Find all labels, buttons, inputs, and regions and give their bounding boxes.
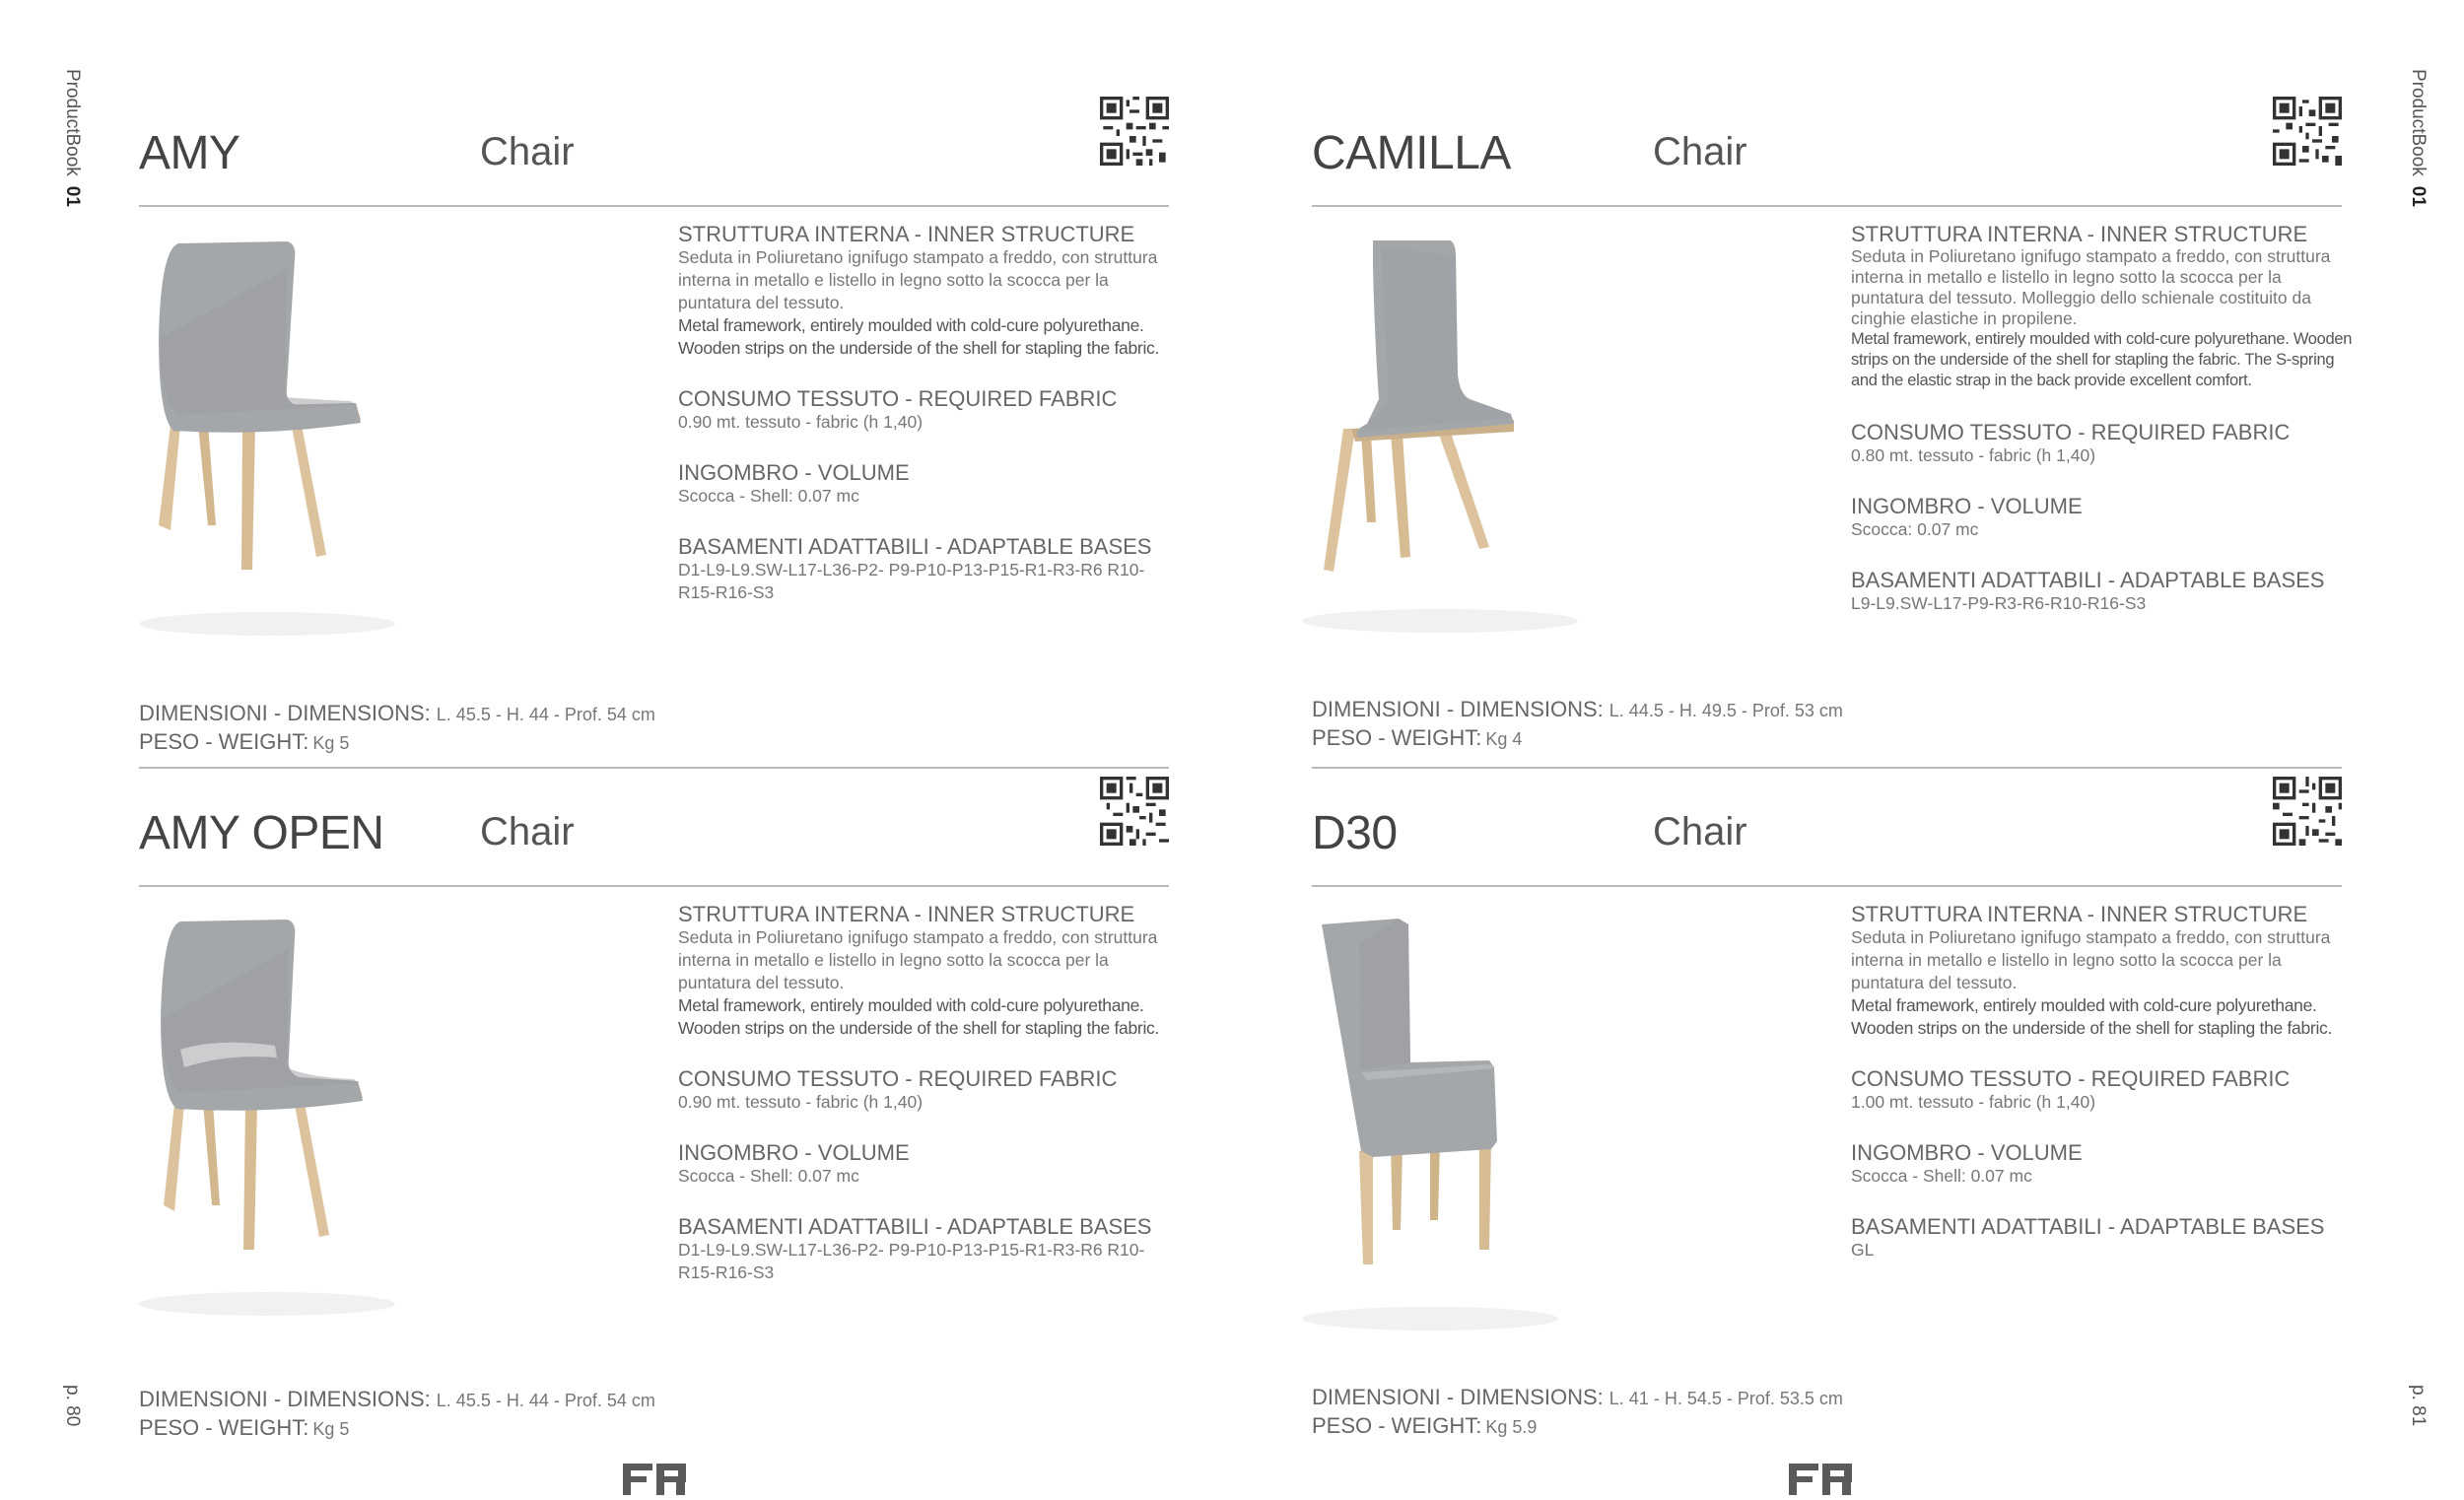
spec-volume <box>1851 1141 2354 1188</box>
dimensions-value: L. 44.5 - H. 49.5 - Prof. 53 cm <box>1608 701 1843 720</box>
structure-it: Seduta in Poliuretano ignifugo stampato a freddo, con struttura interna in metallo e listello in legno sotto la scocca per la puntatura del tessuto. <box>678 927 1158 992</box>
volume-value: Scocca - Shell: 0.07 mc <box>678 1166 859 1186</box>
weight-label: PESO - WEIGHT: <box>139 1415 309 1440</box>
brand-logo-icon <box>1789 1464 1854 1495</box>
dimensions-weight <box>139 1386 655 1443</box>
page-number-right: p. 81 <box>2408 1385 2429 1427</box>
bases-value: D1-L9-L9.SW-L17-L36-P2- P9-P10-P13-P15-R1-R3-R6 R10-R15-R16-S3 <box>678 1240 1145 1282</box>
spec-inner-structure <box>1851 903 2354 1040</box>
spec-heading: INGOMBRO - VOLUME <box>1851 1140 2083 1165</box>
product-specs <box>1851 223 2354 643</box>
product-specs <box>1851 903 2354 1289</box>
header-rule <box>139 205 1169 207</box>
spec-heading: INGOMBRO - VOLUME <box>1851 494 2083 518</box>
spec-volume <box>678 1141 1181 1188</box>
product-book-label-right: ProductBook01 <box>2408 69 2429 207</box>
dimensions-value: L. 45.5 - H. 44 - Prof. 54 cm <box>436 1391 655 1410</box>
spec-heading: INGOMBRO - VOLUME <box>678 1140 910 1165</box>
weight-label: PESO - WEIGHT: <box>1312 1413 1482 1438</box>
spec-heading: CONSUMO TESSUTO - REQUIRED FABRIC <box>1851 1066 2291 1091</box>
spec-required-fabric <box>1851 1067 2354 1114</box>
spec-required-fabric <box>1851 421 2354 467</box>
spec-volume <box>1851 495 2354 541</box>
header-rule <box>139 885 1169 887</box>
dimensions-label: DIMENSIONI - DIMENSIONS: <box>1312 697 1604 721</box>
section-divider-left <box>139 767 1169 769</box>
dimensions-label: DIMENSIONI - DIMENSIONS: <box>139 1387 431 1411</box>
weight-value: Kg 5 <box>312 1419 350 1439</box>
product-type: Chair <box>1653 810 1747 853</box>
product-name: AMY <box>139 127 240 179</box>
spec-heading: STRUTTURA INTERNA - INNER STRUCTURE <box>678 902 1135 926</box>
volume-value: Scocca - Shell: 0.07 mc <box>1851 1166 2032 1186</box>
page-number-left: p. 80 <box>62 1385 83 1427</box>
spec-heading: CONSUMO TESSUTO - REQUIRED FABRIC <box>678 1066 1118 1091</box>
dimensions-value: L. 41 - H. 54.5 - Prof. 53.5 cm <box>1608 1389 1843 1408</box>
spec-bases <box>1851 569 2354 615</box>
weight-value: Kg 5 <box>312 733 350 753</box>
weight-label: PESO - WEIGHT: <box>1312 725 1482 750</box>
spec-heading: CONSUMO TESSUTO - REQUIRED FABRIC <box>678 386 1118 411</box>
product-image-amy <box>119 230 415 653</box>
product-name: D30 <box>1312 807 1398 859</box>
structure-it: Seduta in Poliuretano ignifugo stampato a freddo, con struttura interna in metallo e listello in legno sotto la scocca per la puntatura del tessuto. <box>678 247 1158 312</box>
product-image-amy-open <box>119 910 415 1333</box>
spec-required-fabric <box>678 387 1181 434</box>
spec-heading: CONSUMO TESSUTO - REQUIRED FABRIC <box>1851 420 2291 444</box>
dimensions-weight <box>1312 1384 1843 1441</box>
spec-heading: BASAMENTI ADATTABILI - ADAPTABLE BASES <box>678 1214 1152 1239</box>
spec-inner-structure <box>678 223 1181 360</box>
dimensions-weight <box>1312 696 1843 753</box>
structure-en: Metal framework, entirely moulded with cold-cure polyurethane. Wooden strips on the underside of the shell for stapling the fabric. <box>1851 995 2333 1038</box>
structure-it: Seduta in Poliuretano ignifugo stampato a freddo, con struttura interna in metallo e listello in legno sotto la scocca per la puntatura del tessuto. Molleggio dello schienale costituito da cinghie elastiche in propilene. <box>1851 246 2331 328</box>
section-divider-right <box>1312 767 2342 769</box>
spec-heading: STRUTTURA INTERNA - INNER STRUCTURE <box>1851 902 2308 926</box>
product-specs <box>678 223 1181 632</box>
header-rule <box>1312 885 2342 887</box>
bases-value: D1-L9-L9.SW-L17-L36-P2- P9-P10-P13-P15-R1-R3-R6 R10-R15-R16-S3 <box>678 560 1145 602</box>
spec-heading: STRUTTURA INTERNA - INNER STRUCTURE <box>1851 222 2308 246</box>
weight-value: Kg 5.9 <box>1485 1417 1538 1437</box>
product-book-label-left: ProductBook01 <box>62 69 83 207</box>
spec-required-fabric <box>678 1067 1181 1114</box>
spec-heading: BASAMENTI ADATTABILI - ADAPTABLE BASES <box>1851 568 2325 592</box>
spec-inner-structure <box>1851 223 2354 391</box>
spec-inner-structure <box>678 903 1181 1040</box>
fabric-value: 0.80 mt. tessuto - fabric (h 1,40) <box>1851 445 2096 465</box>
product-specs <box>678 903 1181 1312</box>
spec-heading: INGOMBRO - VOLUME <box>678 460 910 485</box>
spec-bases <box>678 535 1181 604</box>
spec-heading: BASAMENTI ADATTABILI - ADAPTABLE BASES <box>1851 1214 2325 1239</box>
dimensions-weight <box>139 700 655 757</box>
structure-en: Metal framework, entirely moulded with cold-cure polyurethane. Wooden strips on the underside of the shell for stapling the fabric. <box>678 995 1160 1038</box>
product-image-camilla <box>1272 227 1598 650</box>
fabric-value: 1.00 mt. tessuto - fabric (h 1,40) <box>1851 1092 2096 1112</box>
spec-bases <box>1851 1215 2354 1261</box>
brand-logo-icon <box>623 1464 688 1495</box>
weight-value: Kg 4 <box>1485 729 1523 749</box>
qr-code-icon[interactable] <box>1100 777 1169 846</box>
volume-value: Scocca - Shell: 0.07 mc <box>678 486 859 506</box>
dimensions-label: DIMENSIONI - DIMENSIONS: <box>139 701 431 725</box>
product-name: CAMILLA <box>1312 127 1511 179</box>
product-name: AMY OPEN <box>139 807 384 859</box>
spec-bases <box>678 1215 1181 1284</box>
fabric-value: 0.90 mt. tessuto - fabric (h 1,40) <box>678 412 924 432</box>
product-image-d30 <box>1282 905 1578 1348</box>
qr-code-icon[interactable] <box>1100 97 1169 166</box>
weight-label: PESO - WEIGHT: <box>139 729 309 754</box>
header-rule <box>1312 205 2342 207</box>
qr-code-icon[interactable] <box>2273 97 2342 166</box>
structure-en: Metal framework, entirely moulded with cold-cure polyurethane. Wooden strips on the underside of the shell for stapling the fabric. The S-spring and the elastic strap in the back provide excellent comfort. <box>1851 330 2353 389</box>
structure-it: Seduta in Poliuretano ignifugo stampato a freddo, con struttura interna in metallo e listello in legno sotto la scocca per la puntatura del tessuto. <box>1851 927 2331 992</box>
qr-code-icon[interactable] <box>2273 777 2342 846</box>
product-type: Chair <box>480 810 575 853</box>
structure-en: Metal framework, entirely moulded with cold-cure polyurethane. Wooden strips on the underside of the shell for stapling the fabric. <box>678 315 1160 358</box>
dimensions-label: DIMENSIONI - DIMENSIONS: <box>1312 1385 1604 1409</box>
dimensions-value: L. 45.5 - H. 44 - Prof. 54 cm <box>436 705 655 724</box>
bases-value: L9-L9.SW-L17-P9-R3-R6-R10-R16-S3 <box>1851 593 2147 613</box>
bases-value: GL <box>1851 1240 1875 1260</box>
spec-heading: BASAMENTI ADATTABILI - ADAPTABLE BASES <box>678 534 1152 559</box>
spec-heading: STRUTTURA INTERNA - INNER STRUCTURE <box>678 222 1135 246</box>
product-type: Chair <box>480 130 575 173</box>
spec-volume <box>678 461 1181 508</box>
volume-value: Scocca: 0.07 mc <box>1851 519 1979 539</box>
fabric-value: 0.90 mt. tessuto - fabric (h 1,40) <box>678 1092 924 1112</box>
product-type: Chair <box>1653 130 1747 173</box>
